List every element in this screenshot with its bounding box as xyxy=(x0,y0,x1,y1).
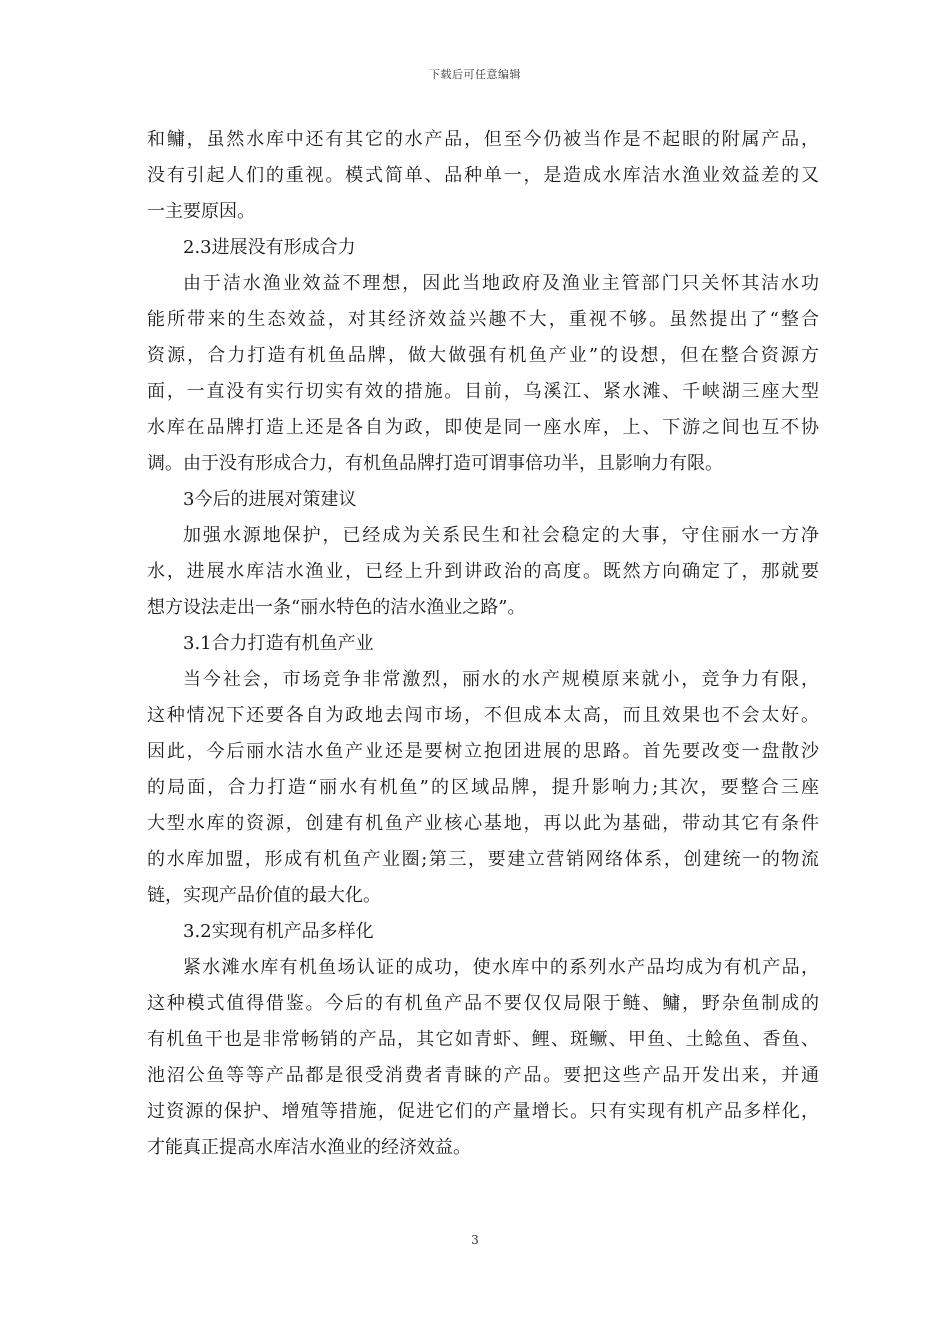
text-line: 链，实现产品价值的最大化。 xyxy=(147,885,381,906)
body-text xyxy=(147,122,819,1166)
text-line: 加强水源地保护，已经成为关系民生和社会稳定的大事，守住丽水一方净 xyxy=(183,525,819,546)
text-line: 面，一直没有实行切实有效的措施。目前，乌溪江、紧水滩、千峡湖三座大型 xyxy=(147,381,819,402)
text-line: 有机鱼干也是非常畅销的产品，其它如青虾、鲤、斑鳜、甲鱼、土鲶鱼、香鱼、 xyxy=(147,1029,819,1050)
text-line: 一主要原因。 xyxy=(147,201,255,222)
text-line: 这种情况下还要各自为政地去闯市场，不但成本太高，而且效果也不会太好。 xyxy=(147,705,819,726)
section-heading: 2.3进展没有形成合力 xyxy=(183,237,356,258)
text-line: 调。由于没有形成合力，有机鱼品牌打造可谓事倍功半，且影响力有限。 xyxy=(147,453,723,474)
text-line: 想方设法走出一条“丽水特色的洁水渔业之路”。 xyxy=(147,597,526,618)
text-line: 资源，合力打造有机鱼品牌，做大做强有机鱼产业”的设想，但在整合资源方 xyxy=(147,345,819,366)
text-line: 紧水滩水库有机鱼场认证的成功，使水库中的系列水产品均成为有机产品， xyxy=(183,957,819,978)
text-line: 水库在品牌打造上还是各自为政，即使是同一座水库，上、下游之间也互不协 xyxy=(147,417,819,438)
text-line: 的局面，合力打造“丽水有机鱼”的区域品牌，提升影响力;其次，要整合三座 xyxy=(147,777,819,798)
text-line: 能所带来的生态效益，对其经济效益兴趣不大，重视不够。虽然提出了“整合 xyxy=(147,309,819,330)
text-line: 大型水库的资源，创建有机鱼产业核心基地，再以此为基础，带动其它有条件 xyxy=(147,813,819,834)
text-line: 水，进展水库洁水渔业，已经上升到讲政治的高度。既然方向确定了，那就要 xyxy=(147,561,819,582)
text-line: 当今社会，市场竞争非常激烈，丽水的水产规模原来就小，竞争力有限， xyxy=(183,669,819,690)
page-header: 下载后可任意编辑 xyxy=(429,68,521,81)
text-line: 因此，今后丽水洁水鱼产业还是要树立抱团进展的思路。首先要改变一盘散沙 xyxy=(147,741,819,762)
text-line: 才能真正提高水库洁水渔业的经济效益。 xyxy=(147,1137,471,1158)
text-line: 和鳙，虽然水库中还有其它的水产品，但至今仍被当作是不起眼的附属产品， xyxy=(147,129,819,150)
section-heading: 3.1合力打造有机鱼产业 xyxy=(183,633,374,654)
text-line: 的水库加盟，形成有机鱼产业圈;第三，要建立营销网络体系，创建统一的物流 xyxy=(147,849,819,870)
text-line: 池沼公鱼等等产品都是很受消费者青睐的产品。要把这些产品开发出来，并通 xyxy=(147,1065,819,1086)
section-heading: 3.2实现有机产品多样化 xyxy=(183,921,374,942)
section-heading: 3今后的进展对策建议 xyxy=(183,489,357,510)
text-line: 没有引起人们的重视。模式简单、品种单一，是造成水库洁水渔业效益差的又 xyxy=(147,165,819,186)
page-number: 3 xyxy=(471,1233,479,1247)
text-line: 由于洁水渔业效益不理想，因此当地政府及渔业主管部门只关怀其洁水功 xyxy=(183,273,819,294)
text-line: 过资源的保护、增殖等措施，促进它们的产量增长。只有实现有机产品多样化， xyxy=(147,1101,819,1122)
text-line: 这种模式值得借鉴。今后的有机鱼产品不要仅仅局限于鲢、鳙，野杂鱼制成的 xyxy=(147,993,819,1014)
